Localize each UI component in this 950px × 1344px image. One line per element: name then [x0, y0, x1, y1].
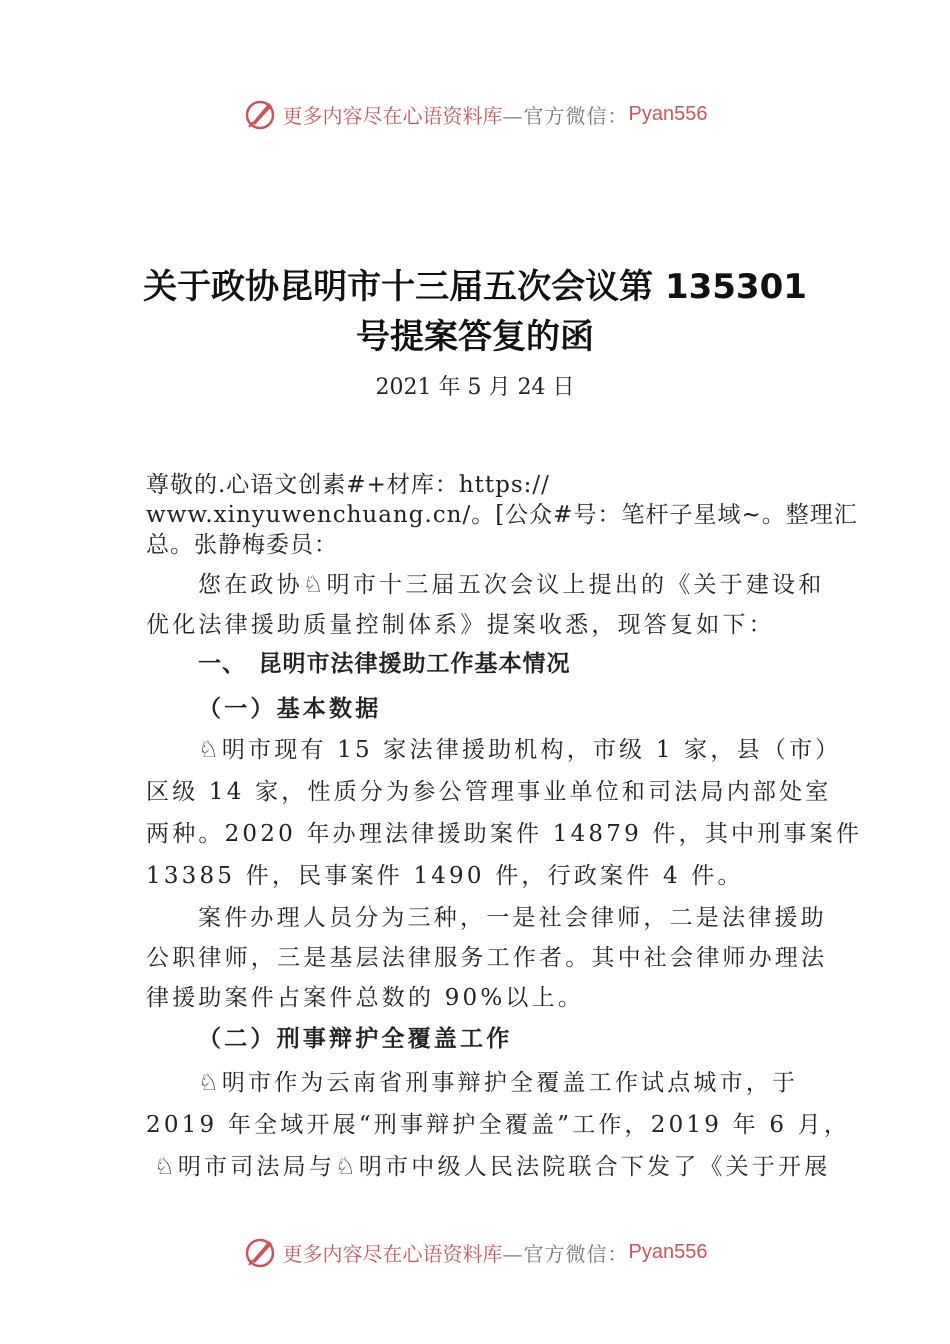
quill-logo-icon: [243, 97, 277, 131]
document-title-line1: 关于政协昆明市十三届五次会议第 135301: [143, 267, 807, 307]
document-date: 2021 年 5 月 24 日: [375, 375, 575, 400]
sub1-p2-line3: 律援助案件占案件总数的 90%以上。: [146, 985, 585, 1011]
intro-line1: 您在政协♘明市十三届五次会议上提出的《关于建设和: [198, 572, 825, 598]
watermark-text-wechat: —官方微信：: [502, 103, 629, 128]
salutation-line2: www.xinyuwenchuang.cn/。[公众#号：笔杆子星域~。整理汇: [146, 502, 858, 528]
salutation-line3: 总。张静梅委员：: [146, 532, 338, 558]
sub1-p1-line4: 13385 件，民事案件 1490 件，行政案件 4 件。: [146, 863, 744, 889]
section1-heading: 一、 昆明市法律援助工作基本情况: [198, 651, 571, 677]
sub1-p1-line3: 两种。2020 年办理法律援助案件 14879 件，其中刑事案件: [146, 821, 863, 847]
sub2-p1-line2: 2019 年全域开展“刑事辩护全覆盖”工作，2019 年 6 月，: [146, 1112, 851, 1138]
sub2-p1-line1: ♘明市作为云南省刑事辩护全覆盖工作试点城市，于: [198, 1070, 799, 1096]
sub1-heading: （一）基本数据: [198, 695, 382, 722]
salutation-line1: 尊敬的.心语文创素#+材库：https://: [146, 472, 550, 498]
watermark-banner-top: [0, 94, 950, 134]
sub1-p2-line2: 公职律师，三是基层法律服务工作者。其中社会律师办理法: [146, 945, 828, 971]
watermark-text-wechat: —官方微信：: [502, 1241, 629, 1266]
sub1-p2-line1: 案件办理人员分为三种，一是社会律师，二是法律援助: [198, 905, 827, 931]
intro-line2: 优化法律援助质量控制体系》提案收悉，现答复如下：: [146, 612, 775, 638]
sub1-p1-line2: 区级 14 家，性质分为参公管理事业单位和司法局内部处室: [146, 779, 832, 805]
sub2-p1-line3: ♘明市司法局与♘明市中级人民法院联合下发了《关于开展: [154, 1154, 831, 1180]
sub2-heading: （二）刑事辩护全覆盖工作: [198, 1025, 513, 1052]
watermark-text-site: 更多内容尽在心语资料库: [282, 1241, 503, 1266]
sub1-p1-line1: ♘明市现有 15 家法律援助机构，市级 1 家，县（市）: [198, 737, 842, 763]
quill-logo-icon: [243, 1235, 277, 1269]
watermark-text-id: Pyan556: [628, 102, 708, 125]
watermark-banner-bottom: [0, 1232, 950, 1272]
document-title-line2: 号提案答复的函: [356, 317, 594, 357]
watermark-text-id: Pyan556: [628, 1240, 708, 1263]
watermark-text-site: 更多内容尽在心语资料库: [282, 103, 503, 128]
